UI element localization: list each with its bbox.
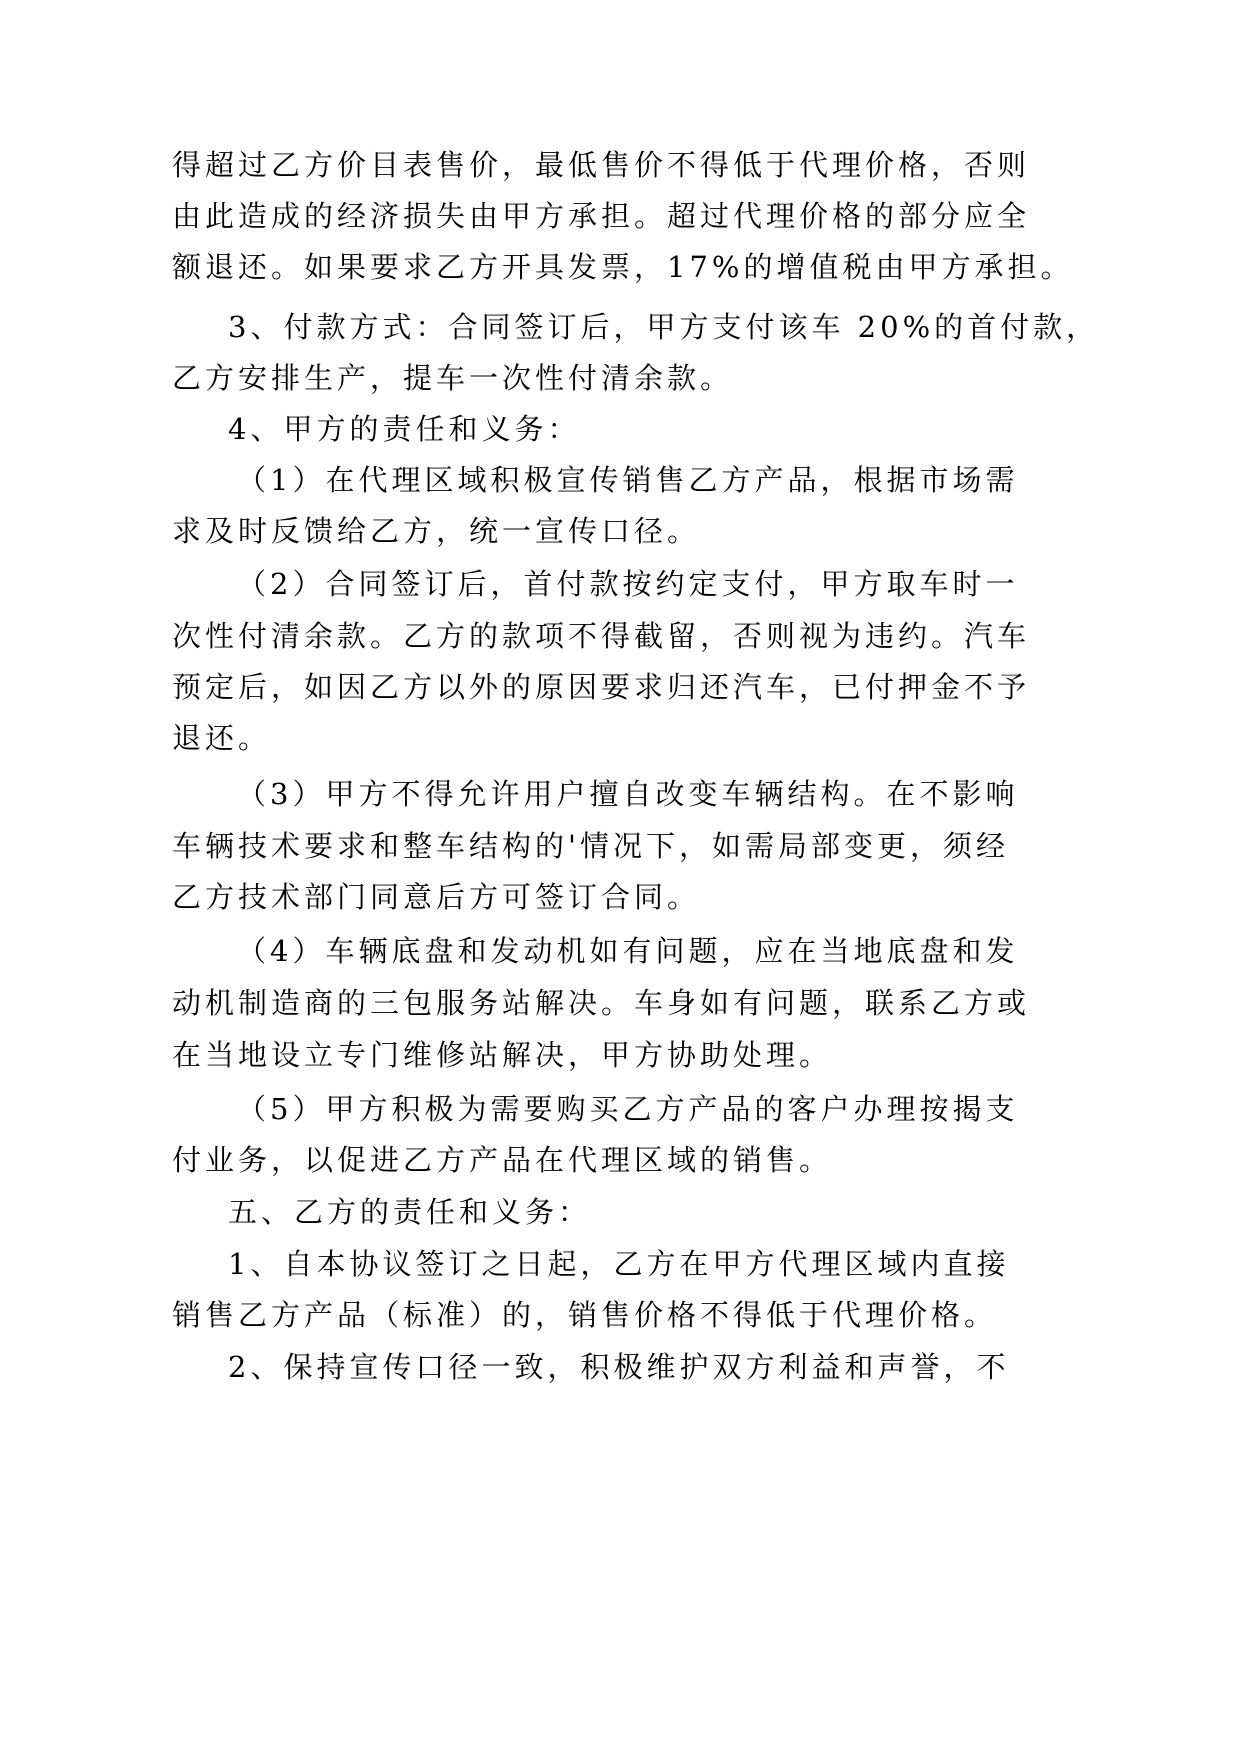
text-line: 4、甲方的责任和义务： xyxy=(228,412,581,446)
text-line: 次性付清余款。乙方的款项不得截留，否则视为违约。汽车 xyxy=(172,619,1031,653)
text-line: 动机制造商的三包服务站解决。车身如有问题，联系乙方或 xyxy=(172,986,1031,1020)
text-line: 乙方技术部门同意后方可签订合同。 xyxy=(172,880,701,914)
text-line: 在当地设立专门维修站解决，甲方协助处理。 xyxy=(172,1038,833,1072)
text-line: 由此造成的经济损失由甲方承担。超过代理价格的部分应全 xyxy=(172,199,1031,233)
text-line: 预定后，如因乙方以外的原因要求归还汽车，已付押金不予 xyxy=(172,670,1031,704)
text-line: 退还。 xyxy=(172,721,272,755)
text-line: （3）甲方不得允许用户擅自改变车辆结构。在不影响 xyxy=(237,777,1019,811)
text-line: 2、保持宣传口径一致，积极维护双方利益和声誉，不 xyxy=(228,1350,1010,1384)
text-line: （4）车辆底盘和发动机如有问题，应在当地底盘和发 xyxy=(237,934,1019,968)
text-line: 五、乙方的责任和义务： xyxy=(228,1195,592,1229)
text-line: （1）在代理区域积极宣传销售乙方产品，根据市场需 xyxy=(237,463,1019,497)
text-line: 3、付款方式：合同签订后，甲方支付该车 20%的首付款， xyxy=(228,310,1100,344)
text-line: 得超过乙方价目表售价，最低售价不得低于代理价格，否则 xyxy=(172,148,1031,182)
text-line: 额退还。如果要求乙方开具发票，17%的增值税由甲方承担。 xyxy=(172,250,1074,284)
text-line: 乙方安排生产，提车一次性付清余款。 xyxy=(172,361,734,395)
text-line: 付业务，以促进乙方产品在代理区域的销售。 xyxy=(172,1143,833,1177)
text-line: 车辆技术要求和整车结构的'情况下，如需局部变更，须经 xyxy=(172,829,1009,863)
text-line: 1、自本协议签订之日起，乙方在甲方代理区域内直接 xyxy=(228,1247,1010,1281)
text-line: 销售乙方产品（标准）的，销售价格不得低于代理价格。 xyxy=(172,1298,998,1332)
text-line: 求及时反馈给乙方，统一宣传口径。 xyxy=(172,514,701,548)
text-line: （2）合同签订后，首付款按约定支付，甲方取车时一 xyxy=(237,567,1019,601)
text-line: （5）甲方积极为需要购买乙方产品的客户办理按揭支 xyxy=(237,1092,1019,1126)
